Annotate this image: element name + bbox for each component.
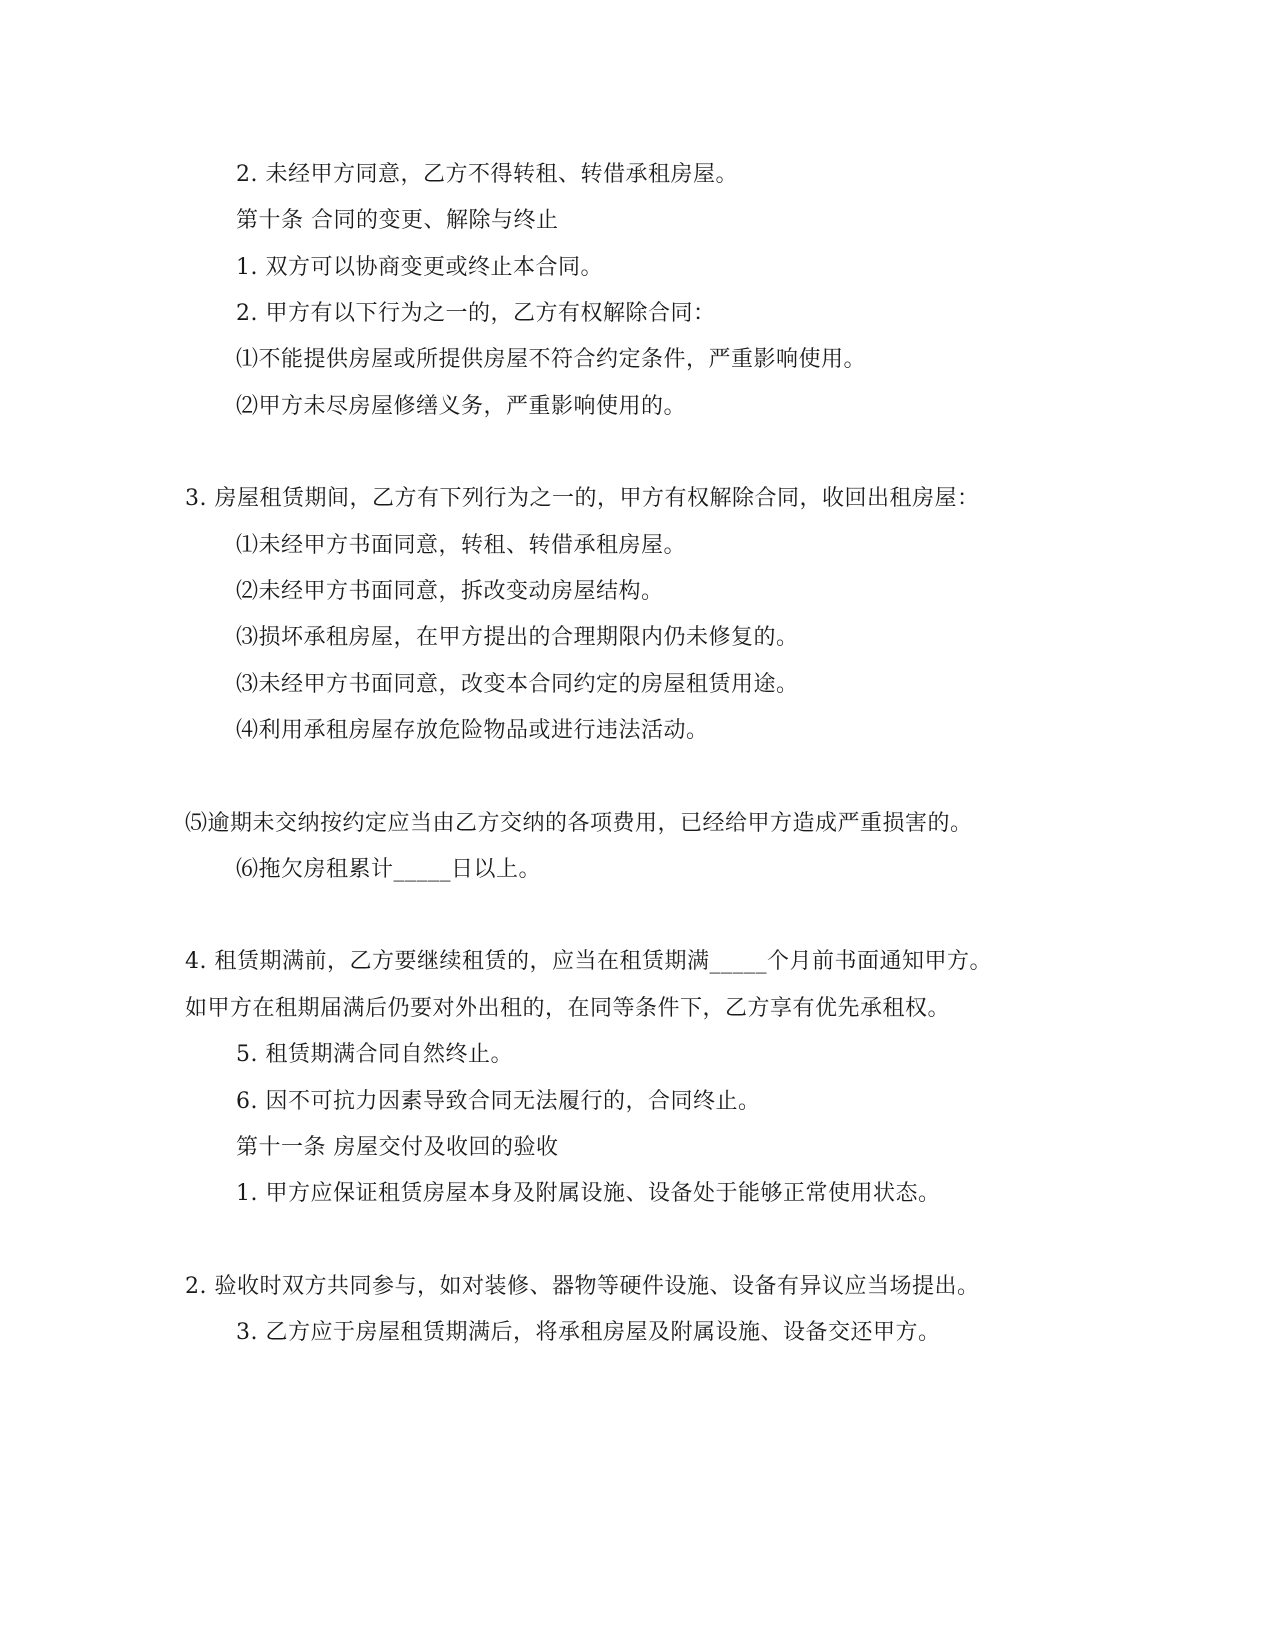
article-10-item-4-cont: 如甲方在租期届满后仍要对外出租的，在同等条件下，乙方享有优先承租权。 [185,996,951,1021]
article-10-item-3-sub-1: ⑴未经甲方书面同意，转租、转借承租房屋。 [236,533,687,558]
article-11-item-1: 1. 甲方应保证租赁房屋本身及附属设施、设备处于能够正常使用状态。 [236,1181,941,1206]
article-11-item-2: 2. 验收时双方共同参与，如对装修、器物等硬件设施、设备有异议应当场提出。 [185,1274,980,1299]
clause-10-item-2-prior: 2. 未经甲方同意，乙方不得转租、转借承租房屋。 [236,162,738,187]
article-10-item-5: 5. 租赁期满合同自然终止。 [236,1042,513,1067]
article-11-item-3: 3. 乙方应于房屋租赁期满后，将承租房屋及附属设施、设备交还甲方。 [236,1320,941,1345]
article-10-item-1: 1. 双方可以协商变更或终止本合同。 [236,255,603,280]
article-10-item-3-sub-5: ⑸逾期未交纳按约定应当由乙方交纳的各项费用，已经给甲方造成严重损害的。 [185,811,973,836]
article-10-item-3-sub-2: ⑵未经甲方书面同意，拆改变动房屋结构。 [236,579,664,604]
article-10-item-3-sub-3a: ⑶损坏承租房屋，在甲方提出的合理期限内仍未修复的。 [236,625,799,650]
article-10-item-4: 4. 租赁期满前，乙方要继续租赁的，应当在租赁期满_____个月前书面通知甲方。 [185,949,992,974]
article-10-item-2: 2. 甲方有以下行为之一的，乙方有权解除合同： [236,301,716,326]
article-10-item-2-sub-2: ⑵甲方未尽房屋修缮义务，严重影响使用的。 [236,394,687,419]
article-10-item-3-sub-4: ⑷利用承租房屋存放危险物品或进行违法活动。 [236,718,709,743]
article-10-item-3-sub-6: ⑹拖欠房租累计_____日以上。 [236,857,542,882]
article-10-item-3-sub-3b: ⑶未经甲方书面同意，改变本合同约定的房屋租赁用途。 [236,672,799,697]
article-10-heading: 第十条 合同的变更、解除与终止 [236,208,559,233]
article-10-item-6: 6. 因不可抗力因素导致合同无法履行的，合同终止。 [236,1089,761,1114]
article-10-item-3: 3. 房屋租赁期间，乙方有下列行为之一的，甲方有权解除合同，收回出租房屋： [185,486,980,511]
article-11-heading: 第十一条 房屋交付及收回的验收 [236,1135,559,1160]
article-10-item-2-sub-1: ⑴不能提供房屋或所提供房屋不符合约定条件，严重影响使用。 [236,347,867,372]
